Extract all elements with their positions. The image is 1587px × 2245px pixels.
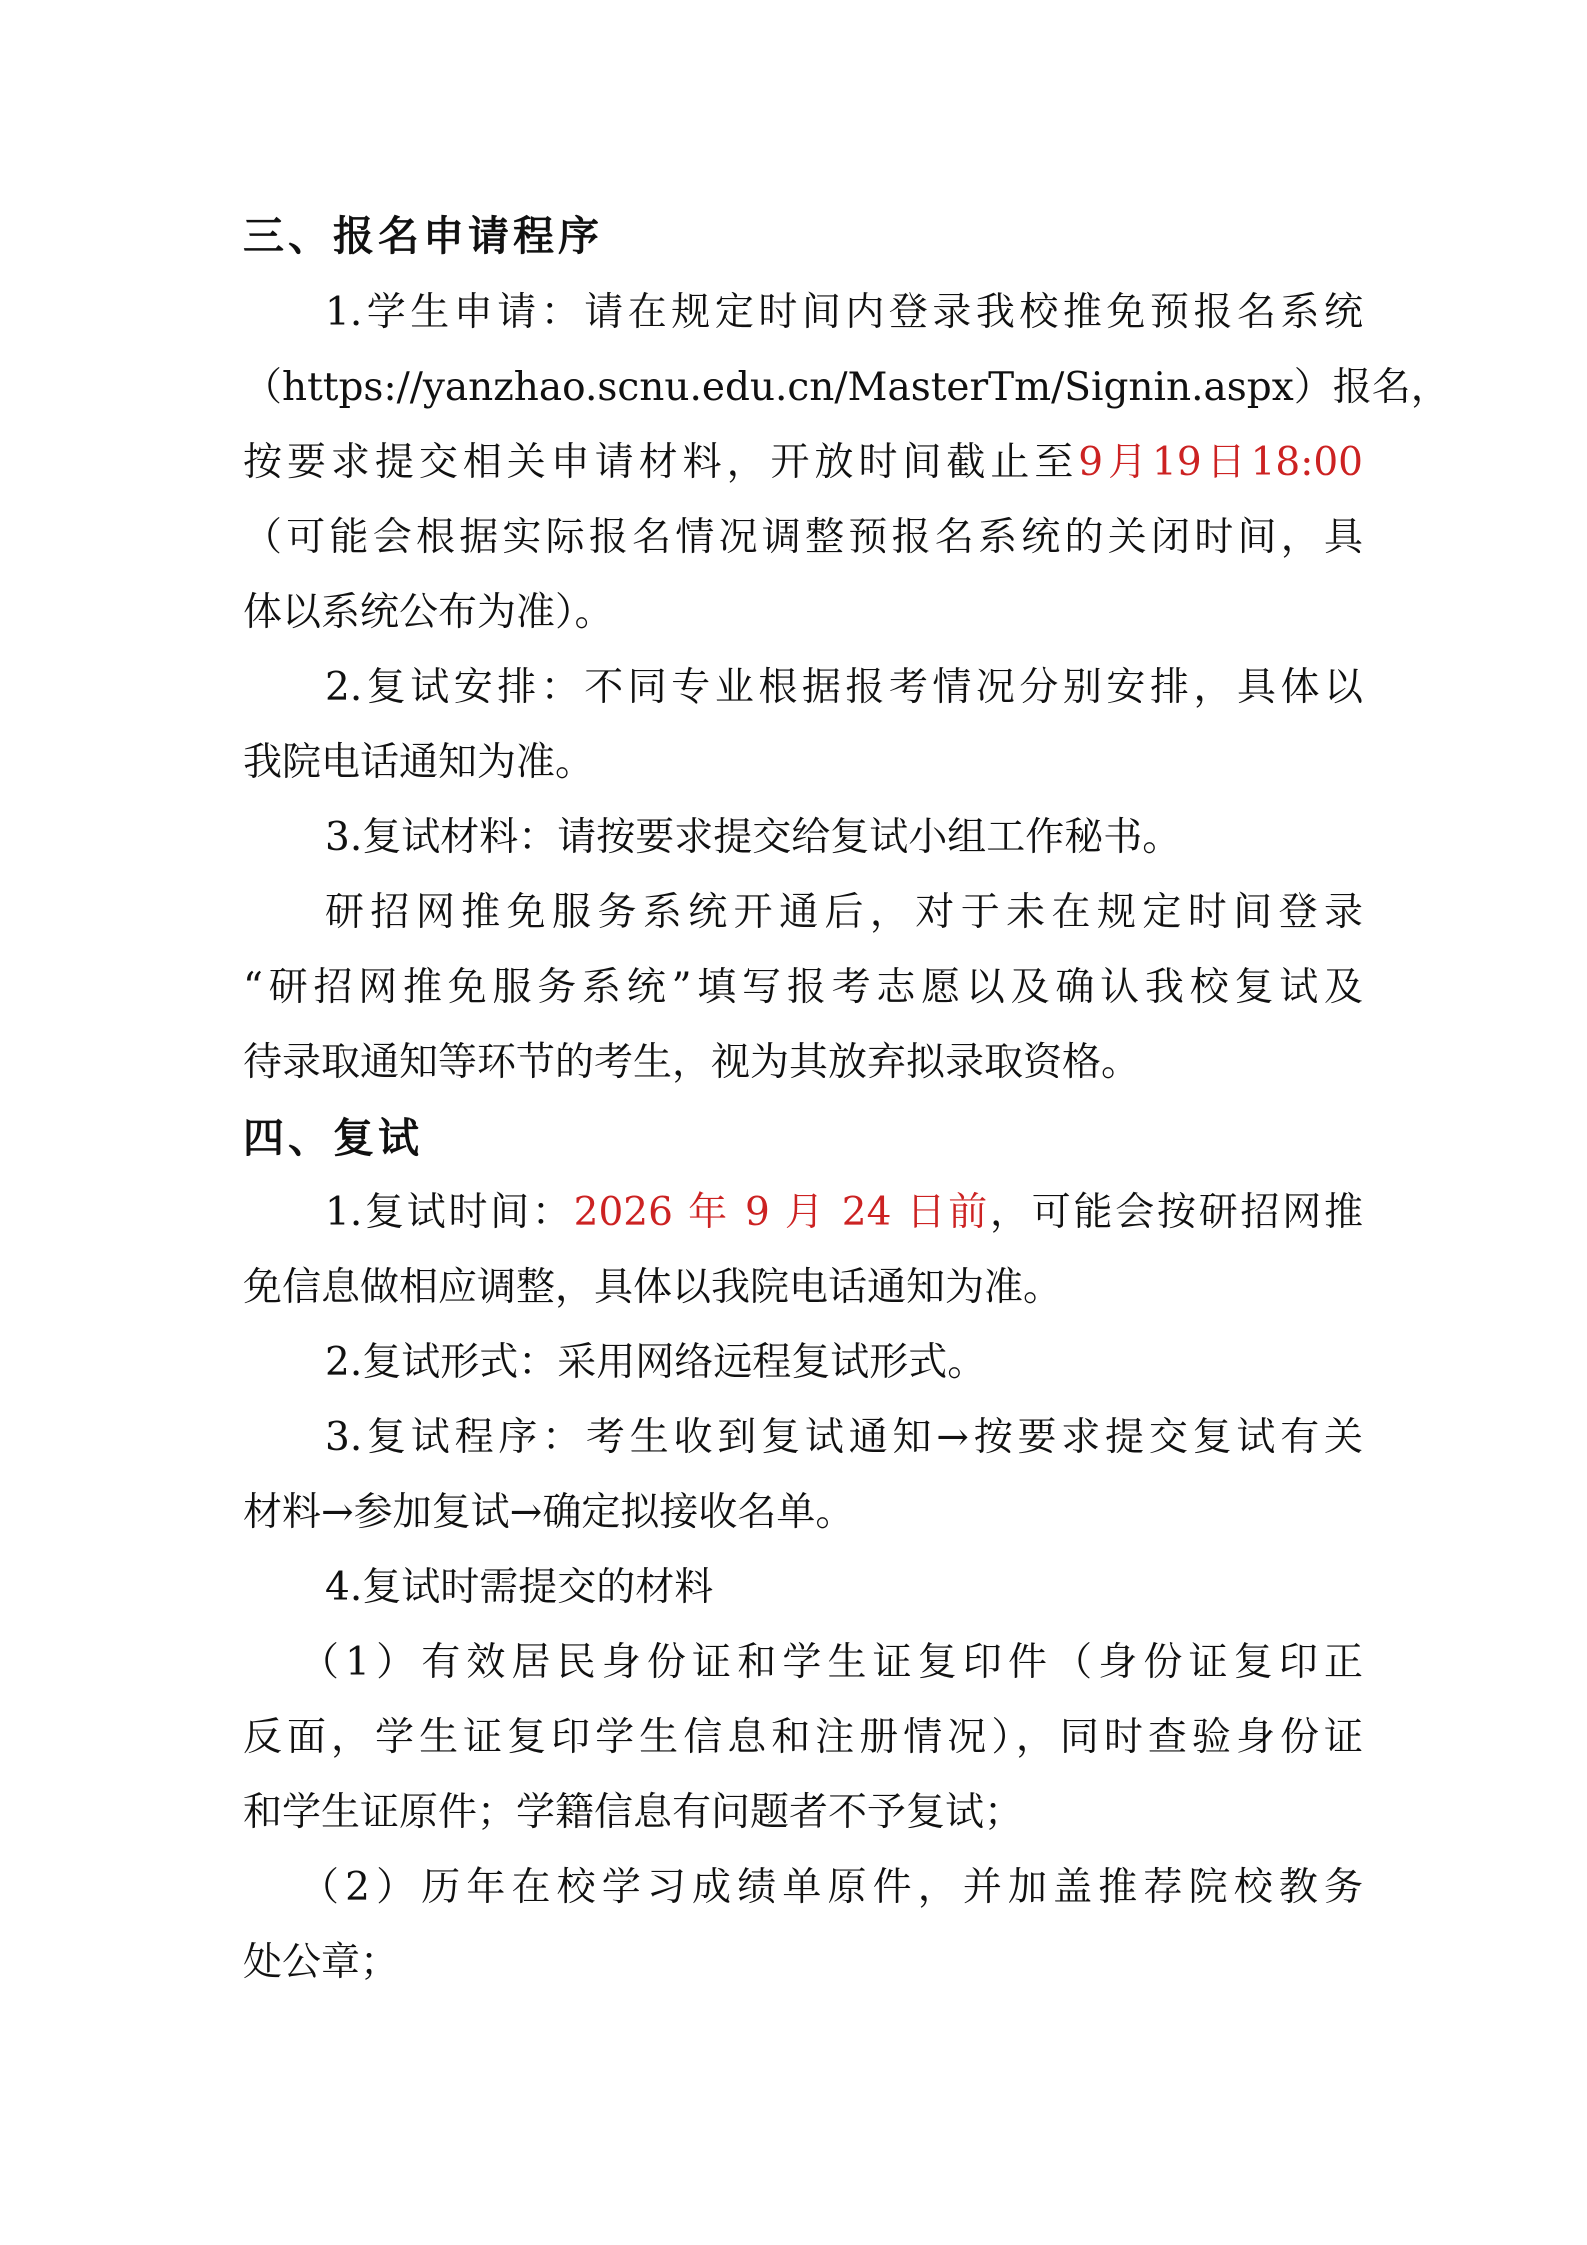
s3-paragraph-2-line-1: 2.复试安排：不同专业根据报考情况分别安排，具体以: [325, 665, 1363, 710]
s3-paragraph-1-line-4: （可能会根据实际报名情况调整预报名系统的关闭时间，具: [243, 515, 1363, 560]
s4-paragraph-4-line-1: 4.复试时需提交的材料: [325, 1565, 714, 1610]
s4-paragraph-1-label: 1.复试时间：: [325, 1190, 574, 1235]
s3-paragraph-4-line-3: 待录取通知等环节的考生，视为其放弃拟录取资格。: [243, 1040, 1141, 1085]
s4-paragraph-6-line-2: 处公章；: [243, 1940, 400, 1985]
s3-paragraph-3-line-1: 3.复试材料：请按要求提交给复试小组工作秘书。: [325, 815, 1182, 860]
s3-paragraph-1-line-1: 1.学生申请：请在规定时间内登录我校推免预报名系统: [325, 290, 1363, 335]
s3-paragraph-1-text: 按要求提交相关申请材料，开放时间截止至: [243, 440, 1079, 485]
s4-paragraph-5-line-1: （1）有效居民身份证和学生证复印件（身份证复印正: [300, 1640, 1363, 1685]
s4-paragraph-1-line-1: [325, 1178, 1363, 1248]
s3-paragraph-1-line-2: （https://yanzhao.scnu.edu.cn/MasterTm/Signin.aspx）报名，: [243, 365, 1450, 410]
s3-paragraph-4-line-2: “研招网推免服务系统”填写报考志愿以及确认我校复试及: [243, 965, 1363, 1010]
s4-paragraph-1-rest: ，可能会按研招网推: [990, 1190, 1363, 1235]
section-3-heading: 三、报名申请程序: [243, 212, 603, 260]
s3-paragraph-2-line-2: 我院电话通知为准。: [243, 740, 595, 785]
section-4-heading: 四、复试: [243, 1114, 423, 1162]
deadline-highlight: 9月19日18:00: [1078, 440, 1363, 485]
s4-paragraph-3-line-2: 材料→参加复试→确定拟接收名单。: [243, 1490, 855, 1535]
s3-paragraph-4-line-1: 研招网推免服务系统开通后，对于未在规定时间登录: [325, 890, 1363, 935]
s3-paragraph-1-line-3: [243, 428, 1363, 498]
s4-paragraph-5-line-2: 反面，学生证复印学生信息和注册情况），同时查验身份证: [243, 1715, 1363, 1760]
s4-paragraph-5-line-3: 和学生证原件；学籍信息有问题者不予复试；: [243, 1790, 1024, 1835]
retest-date-highlight: 2026 年 9 月 24 日前: [573, 1190, 991, 1235]
s4-paragraph-6-line-1: （2）历年在校学习成绩单原件，并加盖推荐院校教务: [300, 1865, 1363, 1910]
s4-paragraph-3-line-1: 3.复试程序：考生收到复试通知→按要求提交复试有关: [325, 1415, 1363, 1460]
s4-paragraph-2-line-1: 2.复试形式：采用网络远程复试形式。: [325, 1340, 987, 1385]
s4-paragraph-1-line-2: 免信息做相应调整，具体以我院电话通知为准。: [243, 1265, 1063, 1310]
s3-paragraph-1-line-5: 体以系统公布为准）。: [243, 590, 614, 635]
